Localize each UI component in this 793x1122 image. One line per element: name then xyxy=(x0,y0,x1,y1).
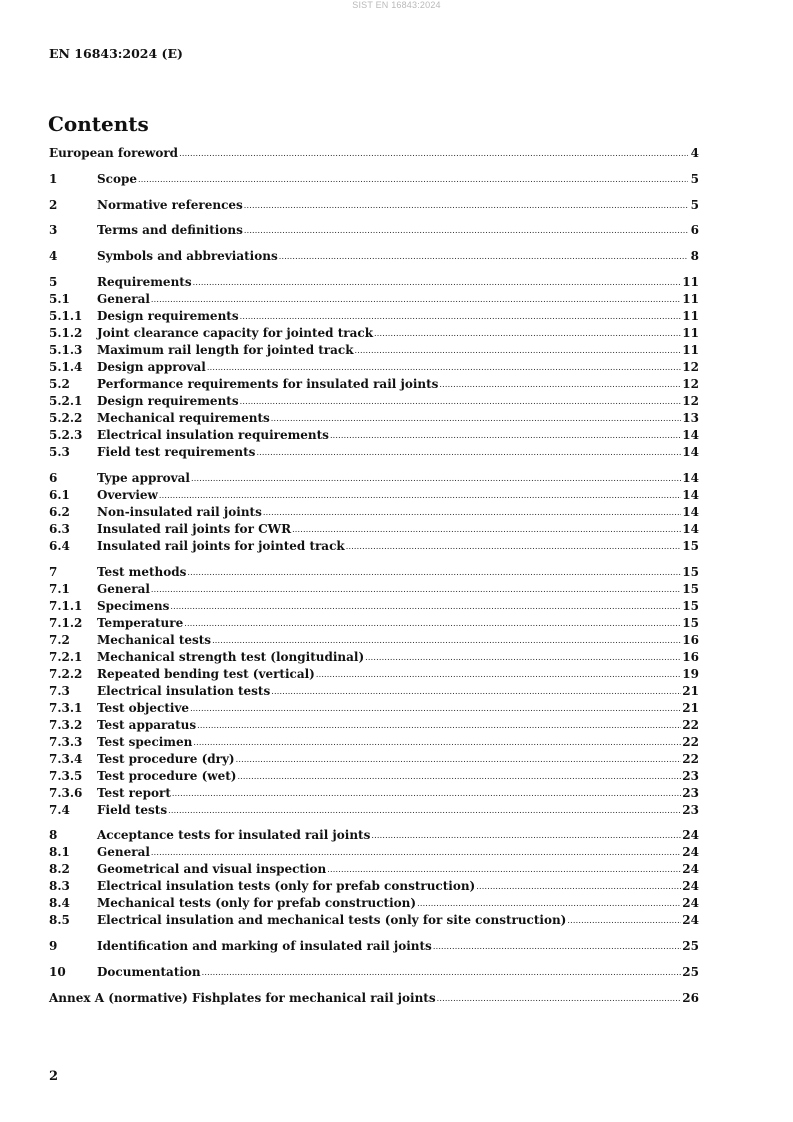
toc-entry-title: Design requirements xyxy=(97,393,239,408)
toc-dot-leader xyxy=(292,520,681,538)
toc-entry-number: 5.1.2 xyxy=(49,325,83,340)
toc-dot-leader xyxy=(355,341,682,359)
toc-entry-title: Temperature xyxy=(97,615,184,630)
toc-entry[interactable] xyxy=(49,598,699,615)
toc-dot-leader xyxy=(567,911,681,929)
toc-dot-leader xyxy=(365,648,681,666)
toc-entry-page: 16 xyxy=(682,632,699,647)
toc-entry-number: 6.4 xyxy=(49,538,70,553)
toc-entry-page: 8 xyxy=(690,249,699,264)
toc-entry-number: 7.1.2 xyxy=(49,615,83,630)
toc-dot-leader xyxy=(371,826,681,844)
toc-entry-page: 24 xyxy=(682,896,699,911)
toc-entry-number: 5.2.2 xyxy=(49,410,83,425)
toc-dot-leader xyxy=(159,486,681,504)
toc-entry-page: 25 xyxy=(682,939,699,954)
toc-entry[interactable] xyxy=(49,768,699,785)
toc-entry-title: Test apparatus xyxy=(97,717,197,732)
toc-entry[interactable] xyxy=(49,410,699,427)
toc-entry[interactable] xyxy=(49,274,699,291)
toc-entry-title: General xyxy=(97,291,150,306)
toc-entry-page: 15 xyxy=(682,581,699,596)
toc-entry[interactable] xyxy=(49,734,699,751)
toc-entry-page: 15 xyxy=(682,598,699,613)
toc-entry-page: 12 xyxy=(682,393,699,408)
toc-dot-leader xyxy=(271,682,681,700)
toc-entry[interactable] xyxy=(49,145,699,162)
toc-dot-leader xyxy=(172,784,681,802)
toc-entry-number: 8.3 xyxy=(49,879,70,894)
toc-entry[interactable] xyxy=(49,325,699,342)
toc-entry-number: 7.2 xyxy=(49,632,70,647)
toc-dot-leader xyxy=(374,324,681,342)
toc-entry-number: 9 xyxy=(49,939,58,954)
toc-entry-title: Specimens xyxy=(97,598,170,613)
toc-entry-number: 7.3.4 xyxy=(49,751,83,766)
toc-entry-page: 22 xyxy=(682,717,699,732)
toc-entry[interactable] xyxy=(49,878,699,895)
toc-dot-leader xyxy=(279,247,688,265)
toc-entry-title: Type approval xyxy=(97,470,190,485)
toc-entry-page: 16 xyxy=(682,649,699,664)
toc-entry[interactable] xyxy=(49,222,699,239)
toc-entry-title: Repeated bending test (vertical) xyxy=(97,666,315,681)
toc-entry-number: 7.1 xyxy=(49,581,70,596)
toc-entry-page: 23 xyxy=(682,785,699,800)
toc-entry[interactable] xyxy=(49,861,699,878)
toc-dot-leader xyxy=(240,392,682,410)
toc-entry-page: 14 xyxy=(682,521,699,536)
toc-entry[interactable] xyxy=(49,751,699,768)
toc-dot-leader xyxy=(184,614,681,632)
toc-dot-leader xyxy=(327,860,681,878)
toc-entry-page: 22 xyxy=(682,734,699,749)
toc-entry-number: 6.1 xyxy=(49,487,70,502)
toc-entry-page: 11 xyxy=(682,325,699,340)
toc-entry-number: 8.1 xyxy=(49,845,70,860)
toc-entry[interactable] xyxy=(49,444,699,461)
toc-entry-number: 4 xyxy=(49,249,58,264)
toc-dot-leader xyxy=(271,409,682,427)
toc-entry-page: 26 xyxy=(682,990,699,1005)
toc-entry-title: Test specimen xyxy=(97,734,193,749)
toc-entry-title: Mechanical requirements xyxy=(97,410,270,425)
toc-entry-title: Mechanical tests (only for prefab construction) xyxy=(97,896,417,911)
toc-entry-page: 14 xyxy=(682,427,699,442)
toc-dot-leader xyxy=(237,767,681,785)
toc-entry[interactable] xyxy=(49,802,699,819)
toc-entry-title: Test report xyxy=(97,785,171,800)
toc-entry-number: 5.1.4 xyxy=(49,359,83,374)
toc-entry-number: 6 xyxy=(49,470,58,485)
toc-entry-number: 7.3 xyxy=(49,683,70,698)
toc-entry-title: Electrical insulation requirements xyxy=(97,427,329,442)
toc-entry-page: 12 xyxy=(682,376,699,391)
toc-entry[interactable] xyxy=(49,895,699,912)
toc-entry-title: Performance requirements for insulated rail joints xyxy=(97,376,439,391)
toc-entry-title: Requirements xyxy=(97,274,192,289)
toc-dot-leader xyxy=(437,989,682,1007)
toc-entry-page: 12 xyxy=(682,359,699,374)
toc-entry-title: Terms and definitions xyxy=(97,223,243,238)
contents-heading: Contents xyxy=(48,112,149,136)
toc-entry-number: 8.4 xyxy=(49,896,70,911)
toc-entry-title: Annex A (normative) Fishplates for mechanical rail joints xyxy=(49,990,436,1005)
toc-entry-page: 11 xyxy=(682,291,699,306)
toc-entry-page: 24 xyxy=(682,845,699,860)
toc-entry-title: Mechanical strength test (longitudinal) xyxy=(97,649,365,664)
toc-entry-number: 5 xyxy=(49,274,58,289)
document-id: EN 16843:2024 (E) xyxy=(49,46,183,61)
toc-entry-page: 11 xyxy=(682,308,699,323)
toc-dot-leader xyxy=(207,358,681,376)
toc-entry[interactable] xyxy=(49,615,699,632)
toc-entry[interactable] xyxy=(49,538,699,555)
toc-entry[interactable] xyxy=(49,248,699,265)
toc-entry[interactable] xyxy=(49,359,699,376)
toc-entry-number: 10 xyxy=(49,964,66,979)
toc-entry-page: 19 xyxy=(682,666,699,681)
toc-entry-title: Field test requirements xyxy=(97,444,256,459)
toc-entry[interactable] xyxy=(49,564,699,581)
toc-dot-leader xyxy=(244,221,688,239)
page-number: 2 xyxy=(49,1069,59,1084)
toc-entry[interactable] xyxy=(49,308,699,325)
toc-entry-title: European foreword xyxy=(49,146,179,160)
toc-entry[interactable] xyxy=(49,487,699,504)
toc-entry-page: 14 xyxy=(682,487,699,502)
toc-entry-number: 7.2.2 xyxy=(49,666,83,681)
toc-dot-leader xyxy=(151,843,681,861)
toc-entry-number: 3 xyxy=(49,223,58,238)
toc-entry-title: Overview xyxy=(97,487,158,502)
toc-entry-number: 5.1.1 xyxy=(49,308,83,323)
toc-entry-page: 23 xyxy=(682,768,699,783)
toc-entry-page: 15 xyxy=(682,538,699,553)
toc-entry[interactable] xyxy=(49,785,699,802)
toc-entry[interactable] xyxy=(49,717,699,734)
toc-entry[interactable] xyxy=(49,964,699,981)
toc-entry-number: 8.5 xyxy=(49,913,70,928)
toc-entry-page: 13 xyxy=(682,410,699,425)
toc-entry-number: 5.2.3 xyxy=(49,427,83,442)
toc-entry[interactable] xyxy=(49,649,699,666)
watermark: SIST EN 16843:2024 xyxy=(352,0,441,10)
toc-dot-leader xyxy=(190,699,681,717)
toc-dot-leader xyxy=(212,631,681,649)
toc-entry-title: Test objective xyxy=(97,700,190,715)
toc-entry-title: Symbols and abbreviations xyxy=(97,249,278,264)
toc-entry-number: 2 xyxy=(49,197,58,212)
toc-dot-leader xyxy=(193,273,682,291)
toc-entry[interactable] xyxy=(49,683,699,700)
toc-dot-leader xyxy=(168,801,681,819)
toc-entry[interactable] xyxy=(49,393,699,410)
toc-dot-leader xyxy=(197,716,681,734)
toc-entry-title: Test methods xyxy=(97,564,187,579)
toc-dot-leader xyxy=(151,580,681,598)
toc-entry-number: 7.4 xyxy=(49,802,70,817)
toc-entry-page: 21 xyxy=(682,683,699,698)
toc-entry[interactable] xyxy=(49,291,699,308)
toc-entry-title: Electrical insulation and mechanical tests (only for site construction) xyxy=(97,913,567,928)
toc-entry-title: Insulated rail joints for CWR xyxy=(97,521,292,536)
toc-dot-leader xyxy=(179,144,688,162)
toc-entry[interactable] xyxy=(49,827,699,844)
toc-entry-number: 7.3.3 xyxy=(49,734,83,749)
toc-dot-leader xyxy=(330,426,681,444)
toc-entry-number: 8.2 xyxy=(49,862,70,877)
toc-entry-title: Mechanical tests xyxy=(97,632,212,647)
toc-dot-leader xyxy=(151,290,681,308)
toc-entry-page: 5 xyxy=(690,197,699,212)
toc-entry-title: Geometrical and visual inspection xyxy=(97,862,327,877)
table-of-contents xyxy=(49,145,699,1007)
toc-dot-leader xyxy=(202,963,682,981)
toc-dot-leader xyxy=(193,733,681,751)
toc-entry-page: 24 xyxy=(682,913,699,928)
toc-dot-leader xyxy=(138,170,688,188)
toc-entry-title: Scope xyxy=(97,171,138,186)
toc-entry-title: Field tests xyxy=(97,802,168,817)
toc-entry-page: 11 xyxy=(682,274,699,289)
toc-entry[interactable] xyxy=(49,844,699,861)
toc-entry-title: Joint clearance capacity for jointed track xyxy=(97,325,374,340)
toc-entry-title: General xyxy=(97,845,150,860)
toc-entry-title: Test procedure (dry) xyxy=(97,751,235,766)
toc-dot-leader xyxy=(170,597,681,615)
toc-entry[interactable] xyxy=(49,427,699,444)
toc-entry-number: 5.1.3 xyxy=(49,342,83,357)
toc-entry[interactable] xyxy=(49,197,699,214)
toc-dot-leader xyxy=(244,196,688,214)
toc-entry-page: 6 xyxy=(690,223,699,238)
toc-entry-number: 7.3.5 xyxy=(49,768,83,783)
toc-dot-leader xyxy=(439,375,681,393)
toc-dot-leader xyxy=(263,503,681,521)
toc-entry-number: 6.3 xyxy=(49,521,70,536)
toc-entry-title: Normative references xyxy=(97,197,243,212)
toc-entry-title: Identification and marking of insulated rail joints xyxy=(97,939,432,954)
toc-entry[interactable] xyxy=(49,632,699,649)
toc-entry-page: 23 xyxy=(682,802,699,817)
toc-entry-title: Design requirements xyxy=(97,308,239,323)
toc-dot-leader xyxy=(187,563,681,581)
toc-entry-page: 4 xyxy=(690,146,699,160)
toc-entry-page: 14 xyxy=(682,444,699,459)
toc-entry[interactable] xyxy=(49,376,699,393)
toc-entry[interactable] xyxy=(49,581,699,598)
toc-entry[interactable] xyxy=(49,666,699,683)
toc-entry-page: 24 xyxy=(682,879,699,894)
toc-entry-number: 7.3.6 xyxy=(49,785,83,800)
toc-entry[interactable] xyxy=(49,938,699,955)
toc-entry-title: Design approval xyxy=(97,359,206,374)
toc-entry-title: Electrical insulation tests xyxy=(97,683,271,698)
toc-entry-title: Electrical insulation tests (only for prefab construction) xyxy=(97,879,476,894)
toc-entry-number: 5.1 xyxy=(49,291,70,306)
toc-entry[interactable] xyxy=(49,342,699,359)
toc-entry-page: 14 xyxy=(682,470,699,485)
toc-dot-leader xyxy=(417,894,681,912)
toc-entry-number: 7.3.1 xyxy=(49,700,83,715)
toc-entry[interactable] xyxy=(49,470,699,487)
toc-entry[interactable] xyxy=(49,700,699,717)
toc-entry-number: 5.2.1 xyxy=(49,393,83,408)
toc-entry-number: 6.2 xyxy=(49,504,70,519)
toc-entry[interactable] xyxy=(49,171,699,188)
toc-entry[interactable] xyxy=(49,504,699,521)
toc-entry-number: 7.1.1 xyxy=(49,598,83,613)
toc-dot-leader xyxy=(256,443,681,461)
toc-entry-title: General xyxy=(97,581,150,596)
toc-entry-title: Non-insulated rail joints xyxy=(97,504,262,519)
toc-entry[interactable] xyxy=(49,912,699,929)
toc-entry-number: 5.3 xyxy=(49,444,70,459)
toc-dot-leader xyxy=(346,537,682,555)
toc-entry-page: 25 xyxy=(682,964,699,979)
toc-entry-number: 7 xyxy=(49,564,58,579)
toc-entry-title: Maximum rail length for jointed track xyxy=(97,342,354,357)
toc-entry-number: 5.2 xyxy=(49,376,70,391)
toc-entry-number: 1 xyxy=(49,171,58,186)
toc-entry-number: 7.2.1 xyxy=(49,649,83,664)
toc-entry-page: 14 xyxy=(682,504,699,519)
toc-entry-page: 24 xyxy=(682,828,699,843)
toc-dot-leader xyxy=(240,307,682,325)
toc-entry-page: 22 xyxy=(682,751,699,766)
toc-entry-title: Insulated rail joints for jointed track xyxy=(97,538,345,553)
toc-entry-page: 15 xyxy=(682,615,699,630)
toc-dot-leader xyxy=(191,469,681,487)
toc-entry-page: 11 xyxy=(682,342,699,357)
toc-entry-number: 8 xyxy=(49,828,58,843)
toc-dot-leader xyxy=(316,665,681,683)
toc-entry-page: 21 xyxy=(682,700,699,715)
toc-entry[interactable] xyxy=(49,521,699,538)
toc-entry-title: Acceptance tests for insulated rail joints xyxy=(97,828,371,843)
toc-entry-page: 24 xyxy=(682,862,699,877)
toc-entry-title: Test procedure (wet) xyxy=(97,768,237,783)
toc-entry-page: 15 xyxy=(682,564,699,579)
toc-entry-number: 7.3.2 xyxy=(49,717,83,732)
toc-dot-leader xyxy=(236,750,682,768)
toc-entry-title: Documentation xyxy=(97,964,201,979)
toc-dot-leader xyxy=(433,937,681,955)
toc-entry[interactable] xyxy=(49,990,699,1007)
toc-entry-page: 5 xyxy=(690,171,699,186)
toc-dot-leader xyxy=(476,877,681,895)
